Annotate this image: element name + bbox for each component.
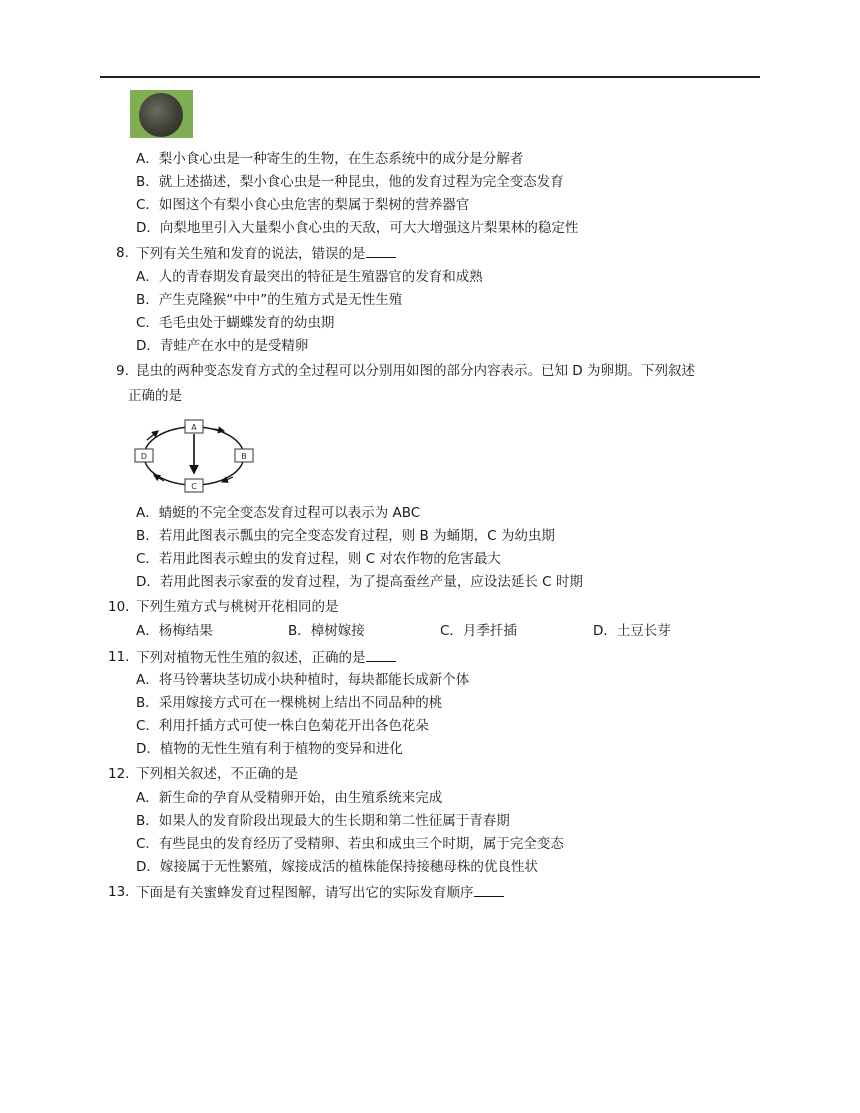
q11-option-b: B．采用嫁接方式可在一棵桃树上结出不同品种的桃 — [136, 695, 443, 711]
q7-option-d: D．向梨地里引入大量梨小食心虫的天敌，可大大增强这片梨果林的稳定性 — [136, 220, 579, 236]
q11-stem-text: 下列对植物无性生殖的叙述，正确的是 — [136, 650, 366, 666]
q9-option-c: C．若用此图表示蝗虫的发育过程，则 C 对农作物的危害最大 — [136, 551, 501, 567]
q9-option-b: B．若用此图表示瓢虫的完全变态发育过程，则 B 为蛹期，C 为幼虫期 — [136, 528, 555, 544]
q12-option-a: A．新生命的孕育从受精卵开始，由生殖系统来完成 — [136, 790, 443, 806]
q9-number: 9. — [116, 363, 129, 379]
q10-stem: 下列生殖方式与桃树开花相同的是 — [136, 599, 339, 615]
q8-stem — [136, 243, 396, 264]
q8-answer-blank — [366, 243, 396, 258]
q8-option-a: A．人的青春期发育最突出的特征是生殖器官的发育和成熟 — [136, 269, 483, 285]
q11-option-d: D．植物的无性生殖有利于植物的变异和进化 — [136, 741, 403, 757]
q7-option-a: A．梨小食心虫是一种寄生的生物，在生态系统中的成分是分解者 — [136, 151, 524, 167]
diagram-node-d — [135, 449, 153, 462]
pear-fruit-image — [130, 90, 193, 138]
diagram-node-a — [185, 420, 203, 433]
q13-stem-text: 下面是有关蜜蜂发育过程图解，请写出它的实际发育顺序 — [136, 885, 474, 901]
q9-stem-line1: 昆虫的两种变态发育方式的全过程可以分别用如图的部分内容表示。已知 D 为卵期。下列叙述 — [136, 363, 695, 379]
q12-option-b: B．如果人的发育阶段出现最大的生长期和第二性征属于青春期 — [136, 813, 510, 829]
q8-option-c: C．毛毛虫处于蝴蝶发育的幼虫期 — [136, 315, 335, 331]
q10-option-d: D．土豆长芽 — [593, 623, 671, 639]
q10-option-a: A．杨梅结果 — [136, 623, 213, 639]
q9-option-a: A．蜻蜓的不完全变态发育过程可以表示为 ABC — [136, 505, 421, 521]
diagram-node-c — [185, 479, 203, 492]
q7-option-c: C．如图这个有梨小食心虫危害的梨属于梨树的营养器官 — [136, 197, 470, 213]
q8-stem-text: 下列有关生殖和发育的说法，错误的是 — [136, 246, 366, 262]
q11-answer-blank — [366, 647, 396, 662]
q12-number: 12. — [108, 766, 130, 782]
q10-option-c: C．月季扦插 — [440, 623, 517, 639]
q13-stem — [136, 882, 504, 903]
q9-stem-line2: 正确的是 — [128, 388, 182, 404]
q11-option-c: C．利用扦插方式可使一株白色菊花开出各色花朵 — [136, 718, 429, 734]
q13-answer-blank — [474, 882, 504, 897]
q8-option-d: D．青蛙产在水中的是受精卵 — [136, 338, 309, 354]
q10-option-b: B．樟树嫁接 — [288, 623, 365, 639]
diagram-node-b — [235, 449, 253, 462]
q11-number: 11. — [108, 649, 130, 665]
svg-text:A: A — [191, 423, 197, 432]
q10-number: 10. — [108, 599, 130, 615]
q12-option-c: C．有些昆虫的发育经历了受精卵、若虫和成虫三个时期，属于完全变态 — [136, 836, 564, 852]
header-rule — [100, 76, 760, 78]
q13-number: 13. — [108, 884, 130, 900]
svg-text:D: D — [140, 452, 148, 461]
q9-option-d: D．若用此图表示家蚕的发育过程，为了提高蚕丝产量，应设法延长 C 时期 — [136, 574, 583, 590]
svg-text:C: C — [191, 482, 197, 491]
q12-stem: 下列相关叙述，不正确的是 — [136, 766, 298, 782]
q11-option-a: A．将马铃薯块茎切成小块种植时，每块都能长成新个体 — [136, 672, 470, 688]
q7-option-b: B．就上述描述，梨小食心虫是一种昆虫，他的发育过程为完全变态发育 — [136, 174, 564, 190]
q8-option-b: B．产生克隆猴“中中”的生殖方式是无性生殖 — [136, 292, 403, 308]
q11-stem — [136, 647, 396, 668]
svg-text:B: B — [241, 452, 247, 461]
insect-development-cycle-diagram — [132, 418, 258, 494]
q12-option-d: D．嫁接属于无性繁殖，嫁接成活的植株能保持接穗母株的优良性状 — [136, 859, 538, 875]
q8-number: 8. — [116, 245, 129, 261]
